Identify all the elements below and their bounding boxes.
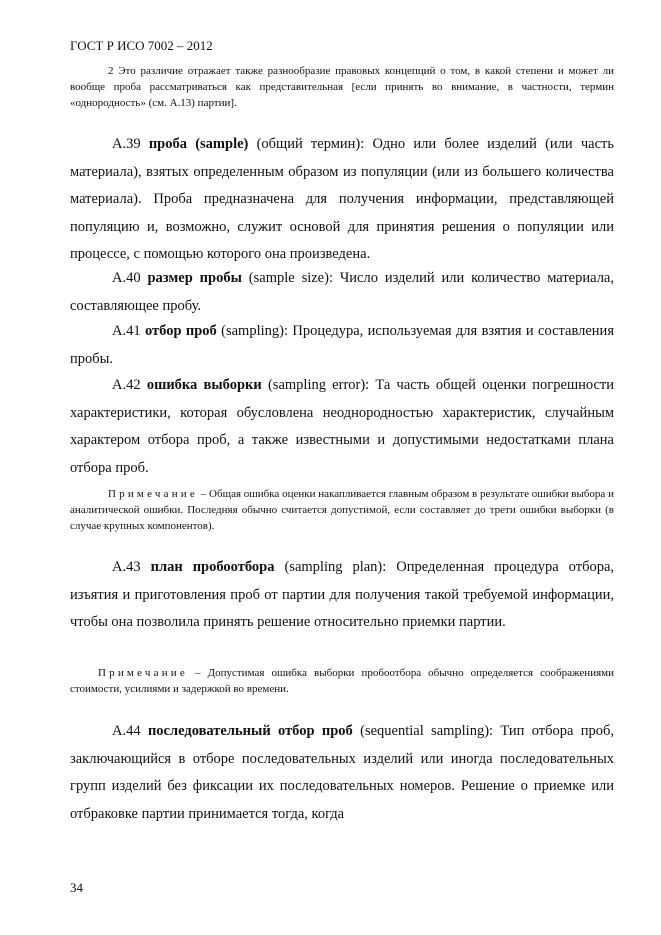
term-a41 [70,318,614,373]
term-number: А.44 [112,723,141,739]
term-a40 [70,265,614,320]
term-title: ошибка выборки [146,377,262,393]
term-definition: (sampling): Процедура, используемая для взятия и составления пробы. [70,323,614,367]
note-label: Примечание [108,488,198,500]
note-text: 2 Это различие отражает также разнообразие правовых концепций о том, в какой степени и может ли вообще проба рассматриваться как представительная [если принять во внимание, в частности, термин «однородность» (см. А.13) партии]. [70,65,614,109]
term-definition: (sampling plan): Определенная процедура отбора, изъятия и приготовления проб от партии для получения такой требуемой информации, чтобы она позволила принять решение относительно приемки партии. [70,559,615,630]
term-title: проба (sample) [148,136,249,152]
note-paragraph-2 [70,63,614,111]
term-number: А.39 [112,136,141,152]
document-code-header: ГОСТ Р ИСО 7002 – 2012 [70,38,213,53]
note-text: – Допустимая ошибка выборки пробоотбора обычно определяется соображениями стоимости, усилиями и задержкой во времени. [70,667,614,695]
term-title: план пробоотбора [150,559,275,575]
term-number: А.42 [112,377,141,393]
term-a39 [70,131,614,269]
note-text: – Общая ошибка оценки накапливается главным образом в результате ошибки выбора и аналитической ошибки. Последняя обычно считается допустимой, если составляет до трети ошибки выборки (в случае крупных компонентов). [70,488,614,532]
page-number: 34 [70,880,83,895]
term-definition: (sample size): Число изделий или количество материала, составляющее пробу. [70,270,614,314]
term-a44 [70,718,614,828]
note-sampling-plan [70,665,614,697]
term-number: А.43 [112,559,141,575]
term-title: последовательный отбор проб [147,723,353,739]
note-label: Примечание [98,667,188,679]
term-number: А.41 [112,323,141,339]
term-a43 [70,554,614,637]
term-title: отбор проб [144,323,217,339]
term-number: А.40 [112,270,141,286]
term-definition: (общий термин): Одно или более изделий (или часть материала), взятых определенным образом из популяции (или из большего количества материала). Проба предназначена для получения информации, представляющей популяцию и, возможно, служит основой для принятия решения о популяции или процессе, с помощью которого она произведена. [70,136,615,262]
term-a42 [70,372,614,482]
term-definition: (sequential sampling): Тип отбора проб, заключающийся в отборе последовательных изделий или иногда последовательных групп изделий без фиксации их последовательных номеров. Решение о приемке или отбраковке партии принимается тогда, когда [70,723,615,822]
term-definition: (sampling error): Та часть общей оценки погрешности характеристики, которая обусловлена неоднородностью характеристик, случайным характером отбора проб, а также известными и допустимыми недостатками плана отбора проб. [70,377,615,476]
note-sampling-error [70,486,614,534]
term-title: размер пробы [147,270,242,286]
